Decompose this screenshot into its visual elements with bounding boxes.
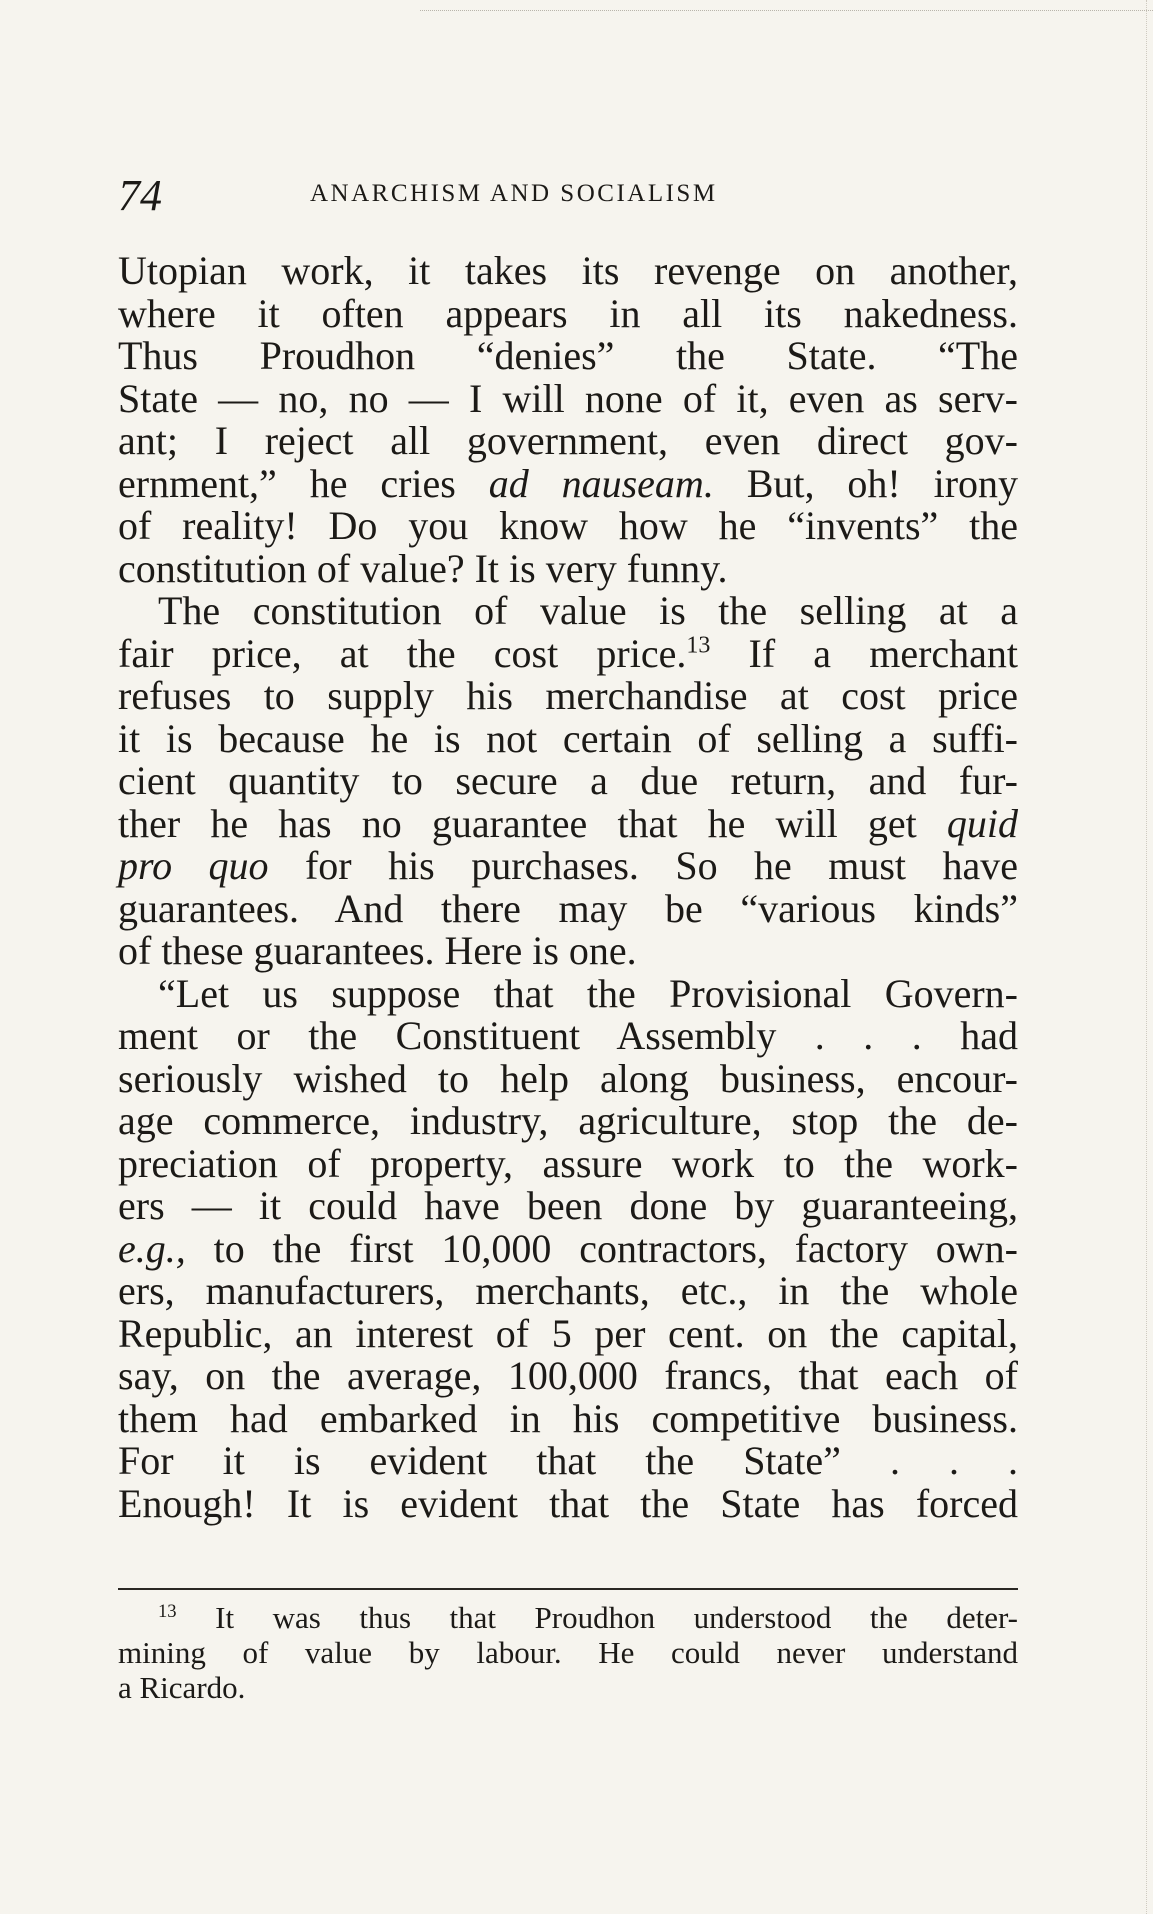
italic-phrase: e.g., <box>118 1225 186 1271</box>
page-edge <box>1146 0 1147 1914</box>
text-line: it is because he is not certain of selling a suffi- <box>118 715 1018 761</box>
text-line: refuses to supply his merchandise at cost price <box>118 673 1018 718</box>
text-line: The constitution of value is the selling at a <box>158 588 1018 633</box>
text-line: cient quantity to secure a due return, and fur- <box>118 758 1018 803</box>
text-line: ment or the Constituent Assembly . . . had <box>118 1013 1018 1058</box>
footnote-marker: 13 <box>158 1600 177 1622</box>
text-line: seriously wished to help along business, encour- <box>118 1055 1018 1101</box>
body-text <box>118 250 1018 1525</box>
text-line <box>118 630 1019 676</box>
page-number: 74 <box>118 171 162 220</box>
italic-phrase: ad nauseam. <box>488 460 714 506</box>
text-line: ers, manufacturers, merchants, etc., in the whole <box>118 1268 1018 1313</box>
text-line: them had embarked in his competitive business. <box>118 1395 1018 1441</box>
text-line <box>118 460 1019 506</box>
text-segment: It was thus that Proudhon understood the deter- <box>215 1600 1018 1635</box>
text-line: ant; I reject all government, even direct gov- <box>118 418 1018 463</box>
text-line: guarantees. And there may be “various kinds” <box>118 885 1018 931</box>
text-segment: If a merchant <box>748 630 1019 676</box>
text-line: Enough! It is evident that the State has forced <box>118 1480 1018 1526</box>
text-line: ers — it could have been done by guaranteeing, <box>118 1183 1018 1228</box>
text-line: For it is evident that the State” . . . <box>118 1438 1018 1483</box>
italic-phrase: quid <box>946 800 1019 846</box>
running-title: ANARCHISM AND SOCIALISM <box>310 180 718 207</box>
footnote-line: mining of value by labour. He could never understand <box>118 1635 1018 1670</box>
text-segment: But, oh! irony <box>746 460 1019 506</box>
text-line: Republic, an interest of 5 per cent. on the capital, <box>118 1310 1018 1356</box>
footnote <box>118 1600 1018 1705</box>
footnote-reference: 13 <box>686 632 711 659</box>
text-line: preciation of property, assure work to the work- <box>118 1140 1018 1186</box>
text-segment: ernment,” he cries <box>118 460 456 506</box>
text-segment: ther he has no guarantee that he will get <box>118 800 917 846</box>
text-line: State — no, no — I will none of it, even as serv- <box>118 375 1018 421</box>
text-line: Thus Proudhon “denies” the State. “The <box>118 333 1018 378</box>
text-line: of these guarantees. Here is one. <box>118 928 637 973</box>
text-segment: to the first 10,000 contractors, factory own- <box>213 1225 1019 1271</box>
footnote-line: a Ricardo. <box>118 1670 246 1705</box>
italic-phrase: pro quo <box>118 843 269 888</box>
text-line: constitution of value? It is very funny. <box>118 545 728 591</box>
top-edge-line <box>420 10 1153 11</box>
text-line: age commerce, industry, agriculture, stop the de- <box>118 1098 1018 1143</box>
text-segment: fair price, at the cost price. <box>118 630 687 676</box>
text-line: where it often appears in all its nakedness. <box>118 290 1018 336</box>
text-line: say, on the average, 100,000 francs, that each of <box>118 1353 1018 1398</box>
text-line <box>118 845 1018 888</box>
text-line: of reality! Do you know how he “invents” the <box>118 503 1018 548</box>
text-line <box>118 1225 1019 1271</box>
footnote-line <box>118 1600 1018 1635</box>
page-header <box>118 170 1018 226</box>
text-line: Utopian work, it takes its revenge on another, <box>118 248 1018 293</box>
text-segment: for his purchases. So he must have <box>304 843 1018 888</box>
footnote-divider <box>118 1588 1018 1590</box>
text-line: “Let us suppose that the Provisional Govern- <box>158 970 1018 1016</box>
text-line <box>118 800 1019 846</box>
